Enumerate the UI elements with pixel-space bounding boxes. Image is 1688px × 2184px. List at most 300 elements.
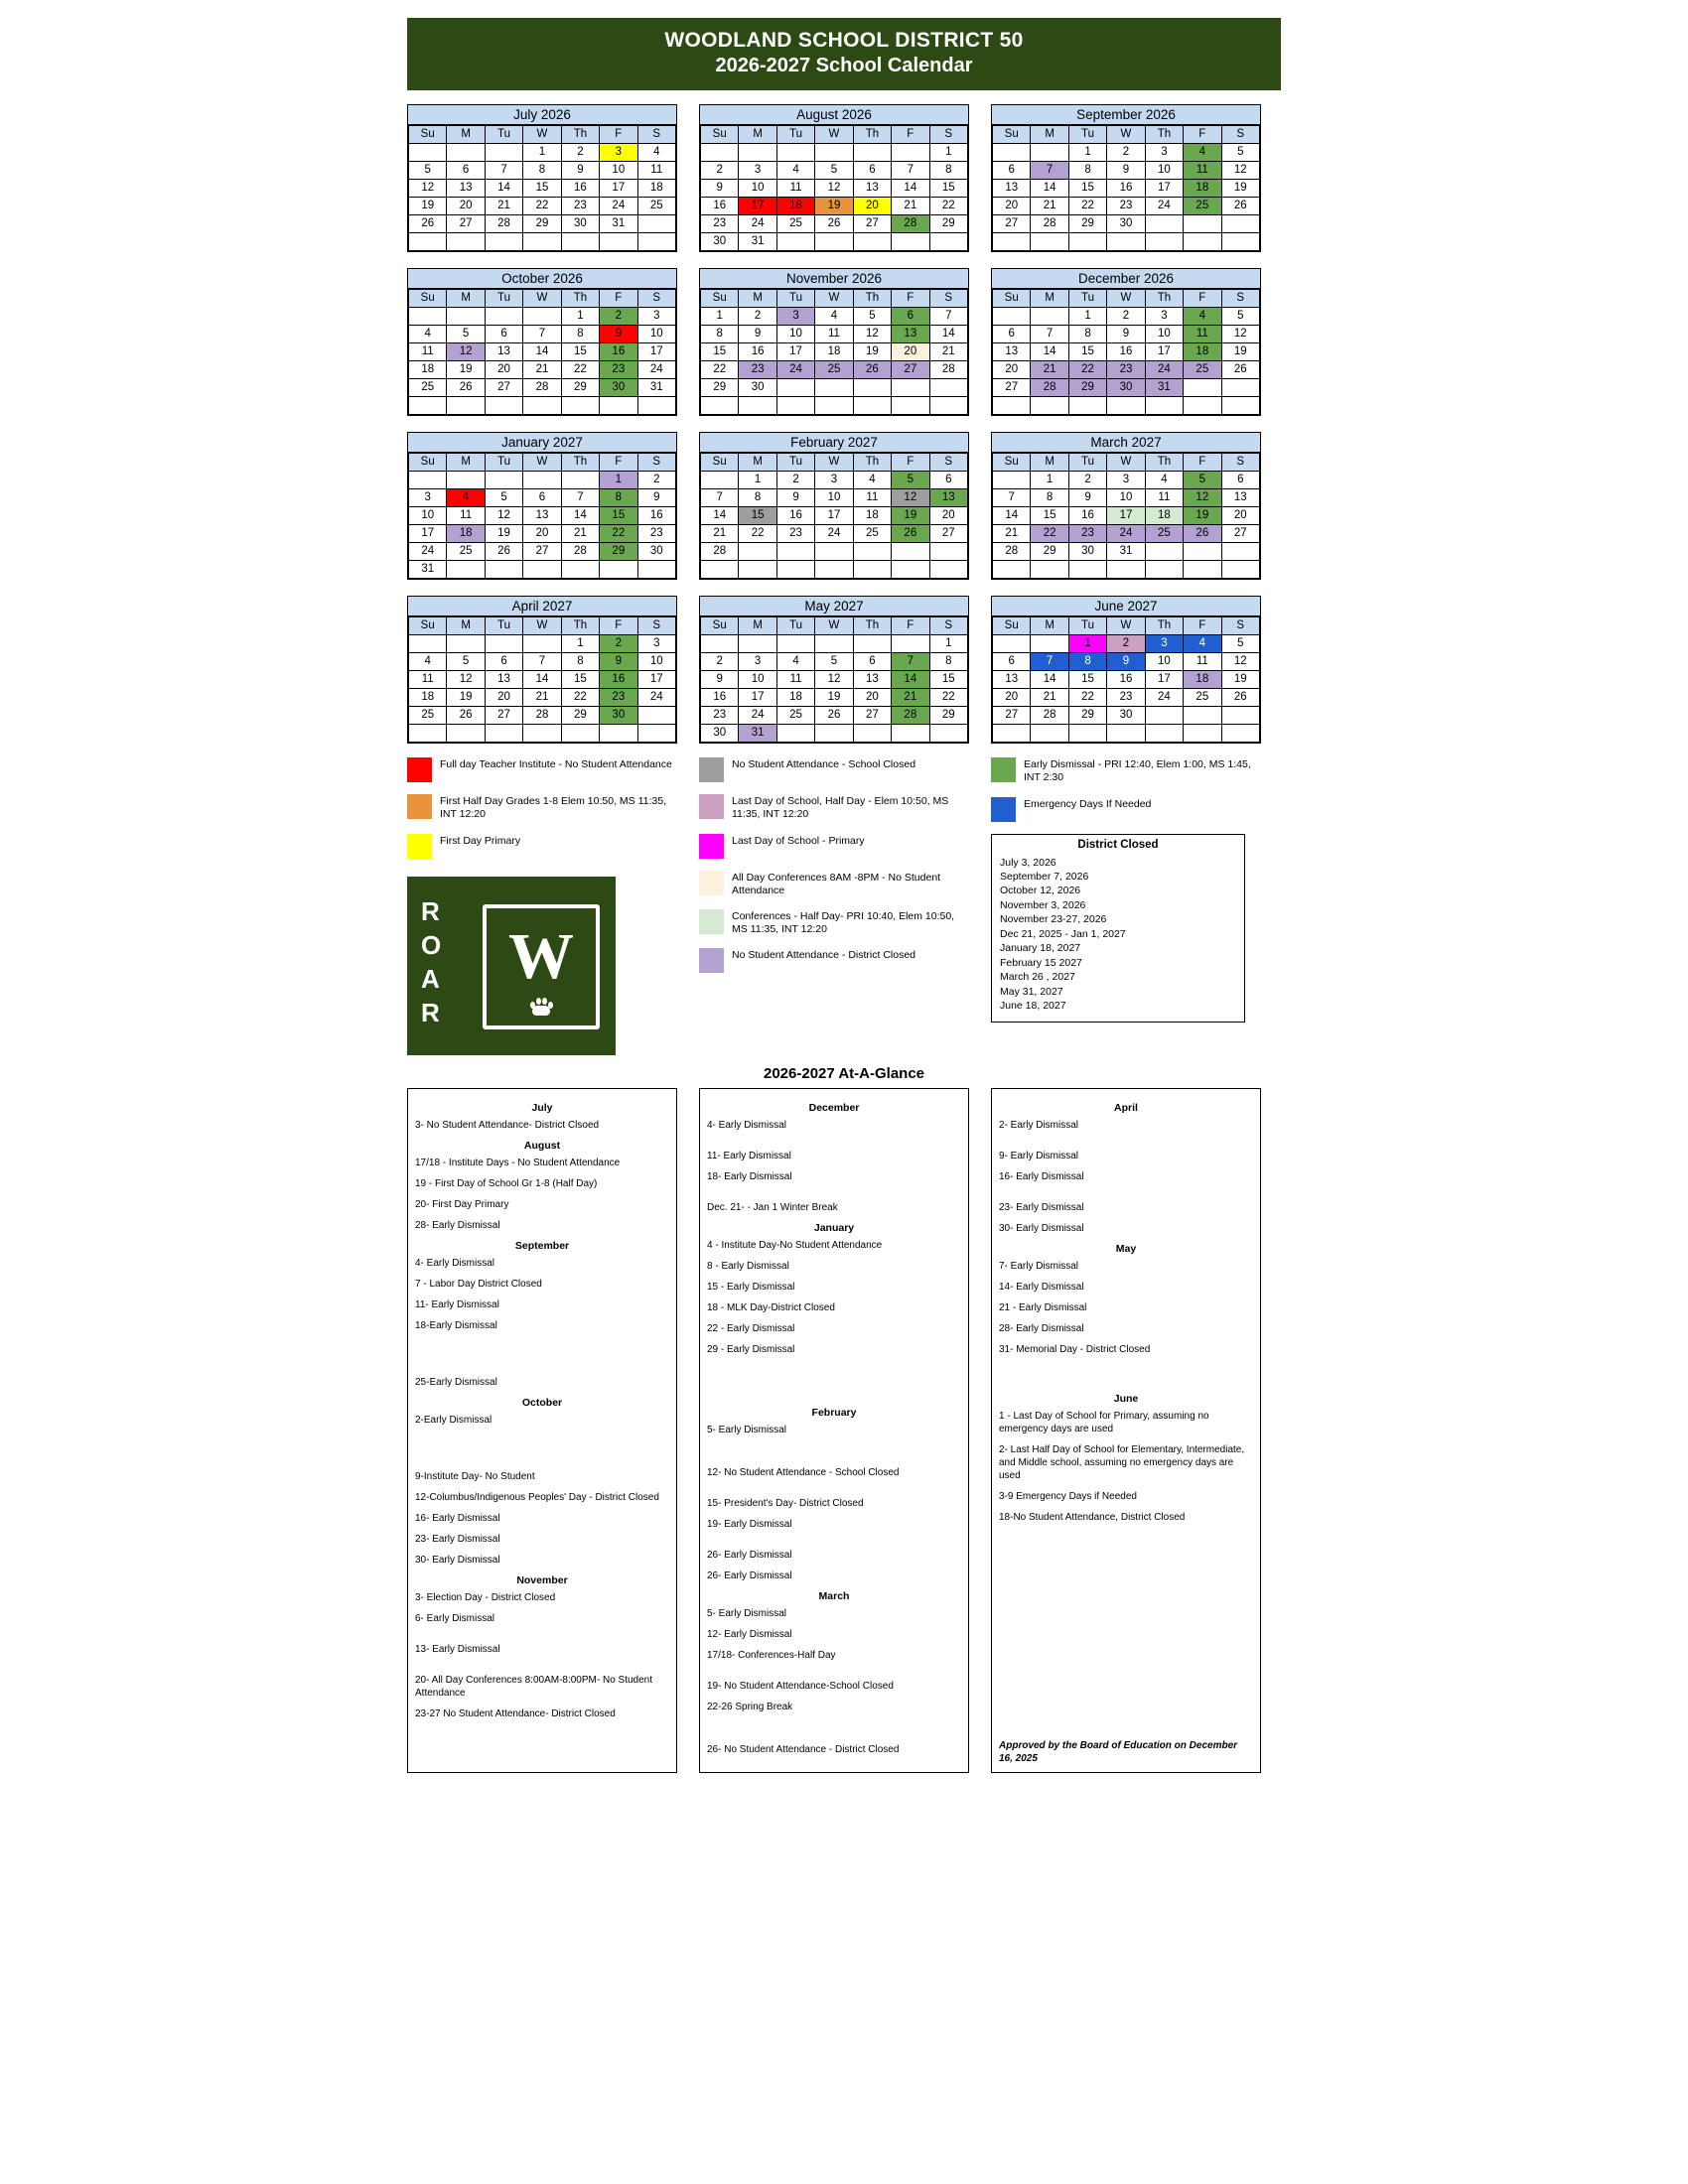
day-cell: 5: [447, 653, 485, 671]
empty-cell: [1221, 397, 1259, 415]
day-cell: 3: [739, 162, 776, 180]
weekday-header: S: [929, 454, 967, 472]
day-cell: 1: [1031, 472, 1068, 489]
day-cell: 26: [447, 707, 485, 725]
month-title: May 2027: [700, 597, 968, 616]
empty-cell: [1031, 725, 1068, 743]
day-cell: 4: [1184, 144, 1221, 162]
district-closed-date: June 18, 2027: [1000, 1000, 1066, 1013]
day-cell: 5: [853, 308, 891, 326]
day-cell: 19: [447, 689, 485, 707]
empty-cell: [1221, 725, 1259, 743]
empty-cell: [1031, 233, 1068, 251]
day-cell: 25: [447, 543, 485, 561]
empty-cell: [1221, 215, 1259, 233]
month-april-2027: [407, 596, 677, 744]
district-closed-list: [1000, 856, 1236, 1014]
day-cell: 27: [993, 215, 1031, 233]
day-cell: 6: [1221, 472, 1259, 489]
day-cell: 21: [892, 198, 929, 215]
district-closed-date: January 18, 2027: [1000, 942, 1081, 955]
glance-item: 19 - First Day of School Gr 1-8 (Half Day): [415, 1177, 598, 1189]
empty-cell: [776, 725, 814, 743]
day-cell: 27: [485, 707, 522, 725]
day-cell: 22: [739, 525, 776, 543]
empty-cell: [1068, 397, 1106, 415]
empty-cell: [523, 635, 561, 653]
empty-cell: [1068, 233, 1106, 251]
day-cell: 4: [1184, 635, 1221, 653]
glance-item: 26- No Student Attendance - District Closed: [707, 1743, 900, 1755]
legend-column-3: [991, 757, 1261, 1054]
day-cell: 5: [1221, 308, 1259, 326]
day-cell: 19: [1221, 343, 1259, 361]
empty-cell: [409, 397, 447, 415]
day-cell: 9: [600, 326, 637, 343]
legend-label: Last Day of School - Primary: [732, 834, 865, 847]
weekday-header: Tu: [776, 126, 814, 144]
weekday-header: S: [637, 126, 675, 144]
glance-item: 20- First Day Primary: [415, 1198, 509, 1210]
weekday-header: M: [447, 454, 485, 472]
weekday-header: F: [892, 617, 929, 635]
day-cell: 11: [1184, 653, 1221, 671]
legend-column-2: [699, 757, 969, 1054]
day-cell: 9: [739, 326, 776, 343]
district-closed-title: District Closed: [1077, 838, 1159, 851]
day-cell: 2: [561, 144, 599, 162]
empty-cell: [447, 308, 485, 326]
day-cell: 11: [447, 507, 485, 525]
legend-label: Conferences - Half Day- PRI 10:40, Elem 10:50, MS 11:35, INT 12:20: [732, 909, 955, 935]
day-cell: 27: [447, 215, 485, 233]
empty-cell: [701, 397, 739, 415]
glance-item: 17/18- Conferences-Half Day: [707, 1649, 836, 1661]
empty-cell: [600, 725, 637, 743]
legend-label: No Student Attendance - School Closed: [732, 758, 916, 771]
day-cell: 14: [523, 343, 561, 361]
day-cell: 5: [409, 162, 447, 180]
day-cell: 25: [815, 361, 853, 379]
day-cell: 3: [776, 308, 814, 326]
weekday-header: M: [1031, 126, 1068, 144]
day-cell: 9: [1107, 162, 1145, 180]
legend-label: Full day Teacher Institute - No Student Attendance: [440, 758, 672, 771]
month-title: December 2026: [992, 269, 1260, 289]
day-cell: 6: [929, 472, 967, 489]
month-title: February 2027: [700, 433, 968, 453]
day-cell: 11: [1184, 326, 1221, 343]
glance-spacer: [999, 1364, 1253, 1386]
legend-early-dismissal: [991, 757, 1261, 784]
glance-item: 18-Early Dismissal: [415, 1319, 497, 1331]
day-cell: 27: [929, 525, 967, 543]
empty-cell: [1031, 561, 1068, 579]
day-cell: 28: [523, 707, 561, 725]
glance-item: 30- Early Dismissal: [999, 1222, 1084, 1234]
day-cell: 20: [485, 689, 522, 707]
empty-cell: [1184, 215, 1221, 233]
empty-cell: [701, 472, 739, 489]
glance-month-heading: July: [531, 1101, 553, 1114]
empty-cell: [523, 308, 561, 326]
legend-label: First Day Primary: [440, 834, 521, 847]
glance-item: 12- No Student Attendance - School Closed: [707, 1466, 900, 1478]
day-cell: 13: [993, 671, 1031, 689]
day-cell: 18: [1145, 507, 1183, 525]
day-cell: 20: [1221, 507, 1259, 525]
empty-cell: [447, 725, 485, 743]
empty-cell: [1107, 725, 1145, 743]
page-header: [407, 18, 1281, 90]
day-cell: 18: [1184, 671, 1221, 689]
weekday-header: F: [600, 454, 637, 472]
day-cell: 23: [701, 215, 739, 233]
day-cell: 12: [815, 180, 853, 198]
weekday-header: Th: [561, 617, 599, 635]
legend-swatch: [699, 757, 724, 782]
roar-text: [421, 894, 442, 1029]
empty-cell: [815, 561, 853, 579]
month-title: September 2026: [992, 105, 1260, 125]
glance-item: 7- Early Dismissal: [999, 1260, 1079, 1272]
day-cell: 31: [1107, 543, 1145, 561]
day-cell: 23: [1068, 525, 1106, 543]
day-cell: 17: [1145, 343, 1183, 361]
empty-cell: [892, 635, 929, 653]
empty-cell: [701, 144, 739, 162]
glance-spacer: [707, 1721, 961, 1743]
month-title: November 2026: [700, 269, 968, 289]
empty-cell: [993, 472, 1031, 489]
day-cell: 3: [1145, 635, 1183, 653]
day-cell: 20: [993, 689, 1031, 707]
at-a-glance-title: 2026-2027 At-A-Glance: [763, 1064, 925, 1082]
glance-item: 5- Early Dismissal: [707, 1424, 787, 1435]
day-cell: 19: [853, 343, 891, 361]
empty-cell: [815, 144, 853, 162]
glance-item: 18-No Student Attendance, District Closed: [999, 1511, 1186, 1523]
legend-all-day-conferences: [699, 871, 969, 897]
at-a-glance-column-3: [991, 1088, 1261, 1773]
day-cell: 5: [892, 472, 929, 489]
glance-item: 19- Early Dismissal: [707, 1518, 792, 1530]
legend-teacher-institute: [407, 757, 677, 782]
day-cell: 13: [993, 343, 1031, 361]
day-cell: 29: [561, 707, 599, 725]
weekday-header: Su: [993, 454, 1031, 472]
day-cell: 31: [1145, 379, 1183, 397]
weekday-header: Su: [701, 617, 739, 635]
day-cell: 31: [600, 215, 637, 233]
month-title: April 2027: [408, 597, 676, 616]
empty-cell: [892, 233, 929, 251]
weekday-header: S: [637, 454, 675, 472]
month-title: July 2026: [408, 105, 676, 125]
empty-cell: [600, 233, 637, 251]
day-cell: 26: [1184, 525, 1221, 543]
day-cell: 28: [993, 543, 1031, 561]
glance-item: 28- Early Dismissal: [999, 1322, 1084, 1334]
empty-cell: [739, 543, 776, 561]
glance-item: 17/18 - Institute Days - No Student Attendance: [415, 1157, 621, 1168]
empty-cell: [1145, 707, 1183, 725]
day-cell: 12: [815, 671, 853, 689]
day-cell: 8: [1068, 162, 1106, 180]
glance-item: 1 - Last Day of School for Primary, assuming no emergency days are used: [999, 1410, 1209, 1434]
day-cell: 29: [1068, 379, 1106, 397]
day-cell: 3: [637, 635, 675, 653]
day-cell: 29: [929, 707, 967, 725]
empty-cell: [523, 233, 561, 251]
legend-no-attendance-district-closed: [699, 948, 969, 973]
day-cell: 19: [892, 507, 929, 525]
glance-item: 12- Early Dismissal: [707, 1628, 792, 1640]
glance-month-heading: August: [523, 1139, 561, 1152]
day-cell: 4: [776, 162, 814, 180]
day-cell: 7: [993, 489, 1031, 507]
day-cell: 26: [1221, 361, 1259, 379]
day-cell: 15: [929, 180, 967, 198]
district-closed-date: May 31, 2027: [1000, 985, 1063, 998]
day-cell: 4: [409, 653, 447, 671]
day-cell: 20: [853, 689, 891, 707]
day-cell: 31: [739, 725, 776, 743]
day-cell: 16: [1107, 671, 1145, 689]
empty-cell: [485, 635, 522, 653]
day-cell: 6: [993, 326, 1031, 343]
empty-cell: [561, 472, 599, 489]
day-cell: 9: [600, 653, 637, 671]
day-cell: 17: [1145, 671, 1183, 689]
glance-month-heading: March: [818, 1589, 850, 1602]
empty-cell: [776, 543, 814, 561]
day-cell: 5: [447, 326, 485, 343]
empty-cell: [409, 308, 447, 326]
empty-cell: [637, 397, 675, 415]
empty-cell: [1145, 543, 1183, 561]
day-cell: 17: [637, 343, 675, 361]
day-cell: 22: [929, 198, 967, 215]
day-cell: 29: [929, 215, 967, 233]
weekday-header: F: [1184, 454, 1221, 472]
day-cell: 25: [1184, 689, 1221, 707]
glance-item: 5- Early Dismissal: [707, 1607, 787, 1619]
legend-swatch: [991, 757, 1016, 782]
day-cell: 6: [892, 308, 929, 326]
day-cell: 22: [1068, 361, 1106, 379]
day-cell: 12: [447, 343, 485, 361]
day-cell: 21: [485, 198, 522, 215]
weekday-header: Th: [1145, 126, 1183, 144]
day-cell: 7: [701, 489, 739, 507]
day-cell: 12: [1184, 489, 1221, 507]
day-cell: 24: [409, 543, 447, 561]
weekday-header: S: [929, 126, 967, 144]
empty-cell: [739, 397, 776, 415]
glance-item: 11- Early Dismissal: [415, 1298, 499, 1310]
day-cell: 19: [485, 525, 522, 543]
day-cell: 27: [523, 543, 561, 561]
month-january-2027: [407, 432, 677, 580]
day-cell: 7: [1031, 653, 1068, 671]
empty-cell: [1031, 308, 1068, 326]
empty-cell: [853, 144, 891, 162]
day-cell: 18: [853, 507, 891, 525]
empty-cell: [1221, 233, 1259, 251]
day-cell: 10: [1145, 653, 1183, 671]
month-title: March 2027: [992, 433, 1260, 453]
day-cell: 15: [561, 343, 599, 361]
day-cell: 3: [739, 653, 776, 671]
weekday-header: M: [1031, 617, 1068, 635]
legend-swatch: [407, 794, 432, 819]
day-cell: 10: [1107, 489, 1145, 507]
empty-cell: [447, 397, 485, 415]
glance-spacer: [707, 1364, 961, 1400]
month-august-2026: [699, 104, 969, 252]
glance-item: 8 - Early Dismissal: [707, 1260, 789, 1272]
day-cell: 29: [561, 379, 599, 397]
glance-item: 2- Early Dismissal: [999, 1119, 1079, 1131]
roar-letter: R: [421, 997, 441, 1027]
weekday-header: W: [1107, 617, 1145, 635]
day-cell: 28: [1031, 707, 1068, 725]
day-cell: 13: [1221, 489, 1259, 507]
empty-cell: [1184, 233, 1221, 251]
empty-cell: [637, 725, 675, 743]
legend-last-day-half: [699, 794, 969, 821]
legend-label: First Half Day Grades 1-8 Elem 10:50, MS 11:35, INT 12:20: [440, 795, 666, 821]
day-cell: 14: [929, 326, 967, 343]
day-cell: 10: [776, 326, 814, 343]
empty-cell: [776, 635, 814, 653]
day-cell: 30: [600, 379, 637, 397]
glance-spacer: [707, 1191, 961, 1201]
legend-swatch: [407, 757, 432, 782]
weekday-header: F: [892, 126, 929, 144]
empty-cell: [776, 379, 814, 397]
glance-item: 23- Early Dismissal: [999, 1201, 1084, 1213]
weekday-header: F: [1184, 290, 1221, 308]
day-cell: 30: [1107, 379, 1145, 397]
legend-first-half-day: [407, 794, 677, 821]
day-cell: 3: [600, 144, 637, 162]
empty-cell: [1184, 561, 1221, 579]
empty-cell: [600, 397, 637, 415]
empty-cell: [929, 379, 967, 397]
day-cell: 10: [637, 653, 675, 671]
day-cell: 24: [1145, 198, 1183, 215]
day-cell: 20: [993, 361, 1031, 379]
weekday-header: F: [1184, 617, 1221, 635]
legend-label: No Student Attendance - District Closed: [732, 949, 916, 961]
day-cell: 1: [600, 472, 637, 489]
day-cell: 5: [1184, 472, 1221, 489]
empty-cell: [892, 725, 929, 743]
day-cell: 22: [523, 198, 561, 215]
day-cell: 10: [637, 326, 675, 343]
day-cell: 19: [1221, 671, 1259, 689]
day-cell: 14: [561, 507, 599, 525]
empty-cell: [409, 233, 447, 251]
empty-cell: [447, 144, 485, 162]
legend-no-attendance-school-closed: [699, 757, 969, 782]
day-cell: 26: [485, 543, 522, 561]
legend-swatch: [991, 797, 1016, 822]
day-cell: 14: [892, 180, 929, 198]
day-cell: 12: [1221, 653, 1259, 671]
empty-cell: [1107, 397, 1145, 415]
day-cell: 2: [600, 635, 637, 653]
day-cell: 12: [1221, 326, 1259, 343]
month-title: August 2026: [700, 105, 968, 125]
day-cell: 18: [637, 180, 675, 198]
weekday-header: Su: [701, 454, 739, 472]
day-cell: 25: [776, 215, 814, 233]
weekday-header: Th: [853, 454, 891, 472]
empty-cell: [993, 144, 1031, 162]
day-cell: 6: [853, 162, 891, 180]
day-cell: 20: [853, 198, 891, 215]
day-cell: 14: [523, 671, 561, 689]
empty-cell: [892, 397, 929, 415]
day-cell: 7: [929, 308, 967, 326]
logo-w-badge: [483, 904, 600, 1029]
weekday-header: Th: [1145, 454, 1183, 472]
empty-cell: [485, 308, 522, 326]
day-cell: 23: [739, 361, 776, 379]
empty-cell: [929, 725, 967, 743]
day-cell: 4: [815, 308, 853, 326]
empty-cell: [929, 543, 967, 561]
day-cell: 16: [739, 343, 776, 361]
empty-cell: [739, 635, 776, 653]
day-cell: 31: [409, 561, 447, 579]
day-cell: 31: [739, 233, 776, 251]
legend-label: Emergency Days If Needed: [1024, 797, 1152, 810]
day-cell: 25: [1184, 361, 1221, 379]
weekday-header: Su: [701, 290, 739, 308]
day-cell: 18: [815, 343, 853, 361]
day-cell: 15: [701, 343, 739, 361]
empty-cell: [701, 635, 739, 653]
day-cell: 11: [776, 671, 814, 689]
empty-cell: [993, 725, 1031, 743]
day-cell: 6: [485, 653, 522, 671]
empty-cell: [776, 561, 814, 579]
empty-cell: [447, 561, 485, 579]
day-cell: 10: [1145, 162, 1183, 180]
glance-item: 2-Early Dismissal: [415, 1414, 492, 1426]
empty-cell: [929, 397, 967, 415]
day-cell: 22: [561, 689, 599, 707]
empty-cell: [1145, 215, 1183, 233]
day-cell: 2: [1068, 472, 1106, 489]
district-closed-date: November 3, 2026: [1000, 898, 1086, 911]
day-cell: 17: [776, 343, 814, 361]
day-cell: 13: [993, 180, 1031, 198]
day-cell: 7: [523, 653, 561, 671]
empty-cell: [1145, 561, 1183, 579]
empty-cell: [637, 233, 675, 251]
day-cell: 26: [447, 379, 485, 397]
empty-cell: [892, 144, 929, 162]
day-cell: 15: [1068, 180, 1106, 198]
day-cell: 21: [993, 525, 1031, 543]
day-cell: 21: [523, 361, 561, 379]
glance-spacer: [415, 1340, 669, 1376]
